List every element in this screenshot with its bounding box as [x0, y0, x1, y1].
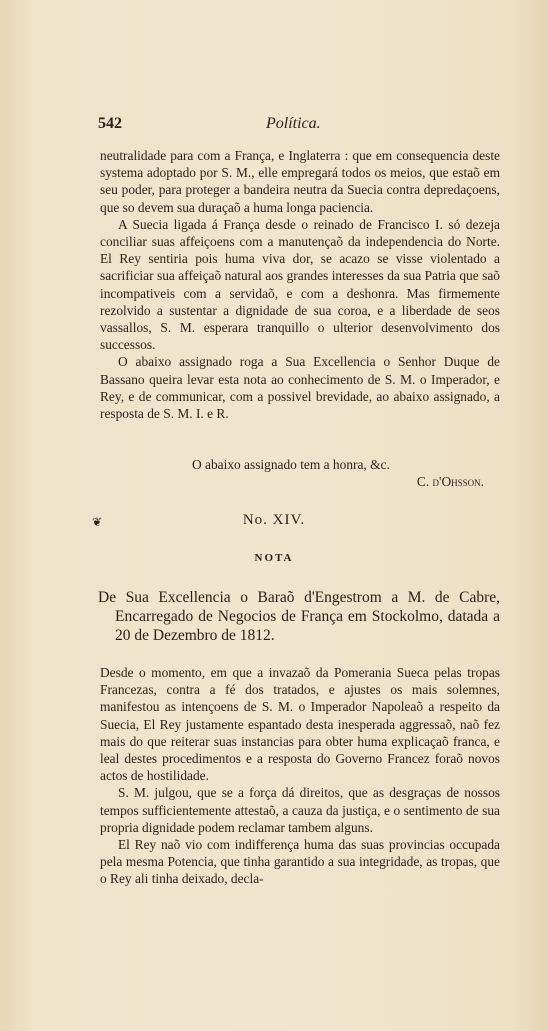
upper-text-block — [100, 147, 500, 422]
signoff-block — [100, 456, 500, 490]
document-number: No. XIV. — [242, 512, 306, 528]
note-title: NOTA — [254, 552, 294, 564]
paragraph: A Suecia ligada á França desde o reinado de Francisco I. só dezeja conciliar suas affeiçoens com a manutençaõ da independencia do Norte. El Rey sentiria pois huma viva dor, se acazo se visse violentado a sacrificiar sua affeiçaõ natural aos grandes interesses da sua Patria que saõ incompativeis com a servidaõ, e com a deshonra. Mas firmemente rezolvido a sustentar a dignidade de sua coroa, e a liberdade de seos vassallos, S. M. esperara tranquillo o ulterior desenvolvimento dos successos. — [100, 216, 500, 353]
signature: C. d'Ohsson. — [416, 474, 484, 490]
document-heading — [98, 588, 500, 645]
heading-text: De Sua Excellencia o Baraõ d'Engestrom a M. de Cabre, Encarregado de Negocios de França em Stockolmo, datada a 20 de Dezembro de 1812. — [98, 589, 500, 644]
running-head: Política. — [266, 115, 321, 132]
ornament-icon: ❦ — [92, 515, 103, 529]
lower-text-block — [100, 664, 500, 888]
paragraph-continuation: neutralidade para com a França, e Inglaterra : que em consequencia deste systema adoptado por S. M., elle empregará todos os meios, que estaõ em seu poder, para proteger a bandeira neutra da Suecia contra depredaçoens, que so devem sua duraçaõ a huma longa paciencia. — [100, 148, 500, 215]
paragraph: S. M. julgou, que se a força dá direitos, que as desgraças de nossos tempos sufficientemente attestaõ, a cauza da justiça, e o sentimento de sua propria dignidade podem reclamar tambem alguns. — [100, 785, 500, 835]
paragraph: El Rey naõ vio com indifferença huma das suas provincias occupada pela mesma Potencia, que tinha garantido a sua integridade, as tropas, que o Rey ali tinha deixado, decla- — [100, 837, 500, 887]
page-number: 542 — [98, 115, 122, 132]
page-header — [98, 115, 498, 135]
closing-formula: O abaixo assignado tem a honra, &c. — [192, 457, 390, 472]
paragraph: Desde o momento, em que a invazaõ da Pomerania Sueca pelas tropas Francezas, contra a fé dos tratados, e ajustes os mais solemnes, manifestou as intençoens de S. M. o Imperador Napoleaõ a respeito da Suecia, El Rey justamente espantado desta inesperada aggressaõ, naõ fez mais do que reiterar suas instancias para obter huma explicaçaõ franca, e leal destes procedimentos e a resposta do Governo Francez foraõ novos actos de hostilidade. — [100, 665, 500, 784]
paragraph: O abaixo assignado roga a Sua Excellencia o Senhor Duque de Bassano queira levar esta nota ao conhecimento de S. M. o Imperador, e Rey, e de communicar, com a possivel brevidade, ao abaixo assignado, a resposta de S. M. I. e R. — [100, 354, 500, 422]
